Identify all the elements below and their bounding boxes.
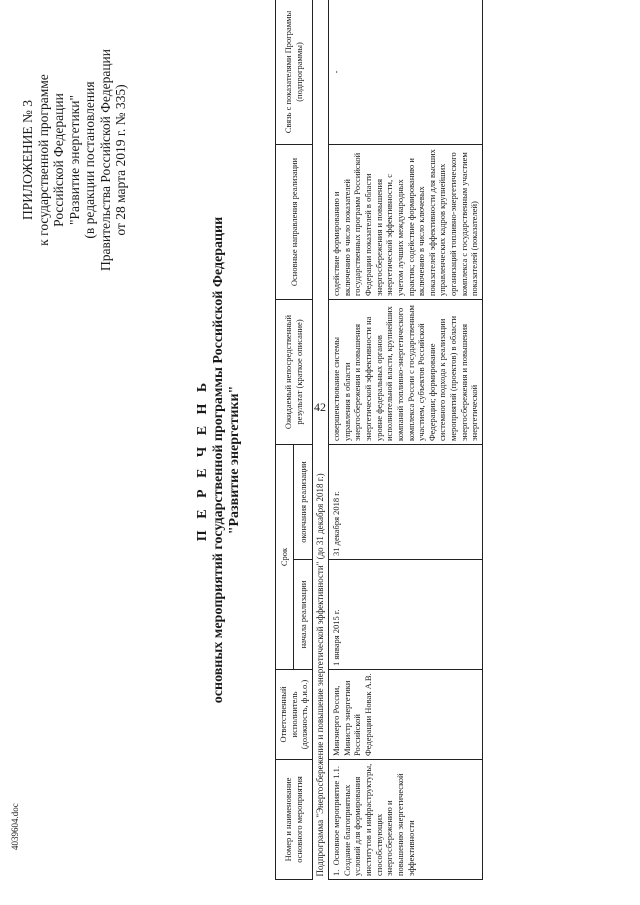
- appendix-line: к государственной программе: [35, 74, 51, 246]
- landscape-content: [20, 0, 640, 880]
- link-cell: -: [329, 0, 483, 145]
- activities-table: [275, 0, 483, 880]
- header-expected-result: Ожидаемый непосредственный результат (краткое описание): [276, 300, 313, 445]
- title-heading: П Е Р Е Ч Е Н Ь: [195, 378, 210, 542]
- subprogram-row: [312, 0, 328, 880]
- table-header-row: [276, 0, 294, 880]
- appendix-line: "Развитие энергетики": [66, 95, 82, 225]
- title-program-name: "Развитие энергетики": [227, 385, 242, 535]
- header-link: Связь с показателями Программы (подпрограммы): [276, 0, 313, 145]
- activity-name-cell: [329, 760, 483, 880]
- header-number-name: Номер и наименование основного мероприятия: [276, 760, 313, 880]
- directions-cell: содействие формированию и включению в число показателей государственных программ Российской Федерации показателей в области энергосбережения и повышения энергетической эффективности, с учетом лучших международных практик; содействие формированию и включению в число ключевых показателей эффективности для высших управленческих кадров крупнейших организаций топливно-энергетического комплекса с государственным участием показателей (показателей): [329, 145, 483, 300]
- end-cell: 31 декабря 2018 г.: [329, 445, 483, 560]
- header-term: Срок: [276, 445, 294, 670]
- title-subheading: основных мероприятий государственной программы Российской Федерации: [211, 216, 226, 704]
- document-title: [195, 120, 243, 800]
- result-cell: совершенствование системы управления в области энергосбережения и повышения энергетической эффективности на уровне федеральных органов исполнительной власти, крупнейших компаний топливно-энергетического комплекса России с государственным участием, субъектов Российской Федерации; формирование системного подхода к реализации мероприятий (проектов) в области энергосбережения и повышения энергетической: [329, 300, 483, 445]
- table-row: [329, 0, 483, 880]
- subprogram-title: Подпрограмма "Энергосбережение и повышение энергетической эффективности" (до 31 декабря 2018 г.): [314, 473, 325, 877]
- file-name: 4039604.doc: [10, 803, 20, 850]
- appendix-line: от 28 марта 2019 г. № 335): [113, 84, 129, 236]
- header-term-end: окончания реализации: [294, 445, 312, 560]
- page-number: 42: [314, 400, 326, 414]
- start-cell: 1 января 2015 г.: [329, 560, 483, 670]
- row-number: 1.: [331, 869, 342, 876]
- header-directions: Основные направления реализации: [276, 145, 313, 300]
- appendix-line: ПРИЛОЖЕНИЕ № 3: [20, 99, 35, 221]
- header-executor: Ответственный исполнитель (должность, ф.и.о.): [276, 670, 313, 760]
- appendix-block: [20, 0, 129, 320]
- executor-cell: Минэнерго России, Министр энергетики Российской Федерации Новак А.В.: [329, 670, 483, 760]
- appendix-line: (в редакции постановления: [82, 81, 98, 239]
- activity-name: Основное мероприятие 1.1. Создание благоприятных условий для формирования институтов и инфраструктуры, способствующих энергосбережению и повышению энергетической эффективности: [331, 763, 416, 876]
- header-term-start: начала реализации: [294, 560, 312, 670]
- appendix-line: Российской Федерации: [51, 93, 67, 227]
- appendix-line: Правительства Российской Федерации: [97, 49, 113, 271]
